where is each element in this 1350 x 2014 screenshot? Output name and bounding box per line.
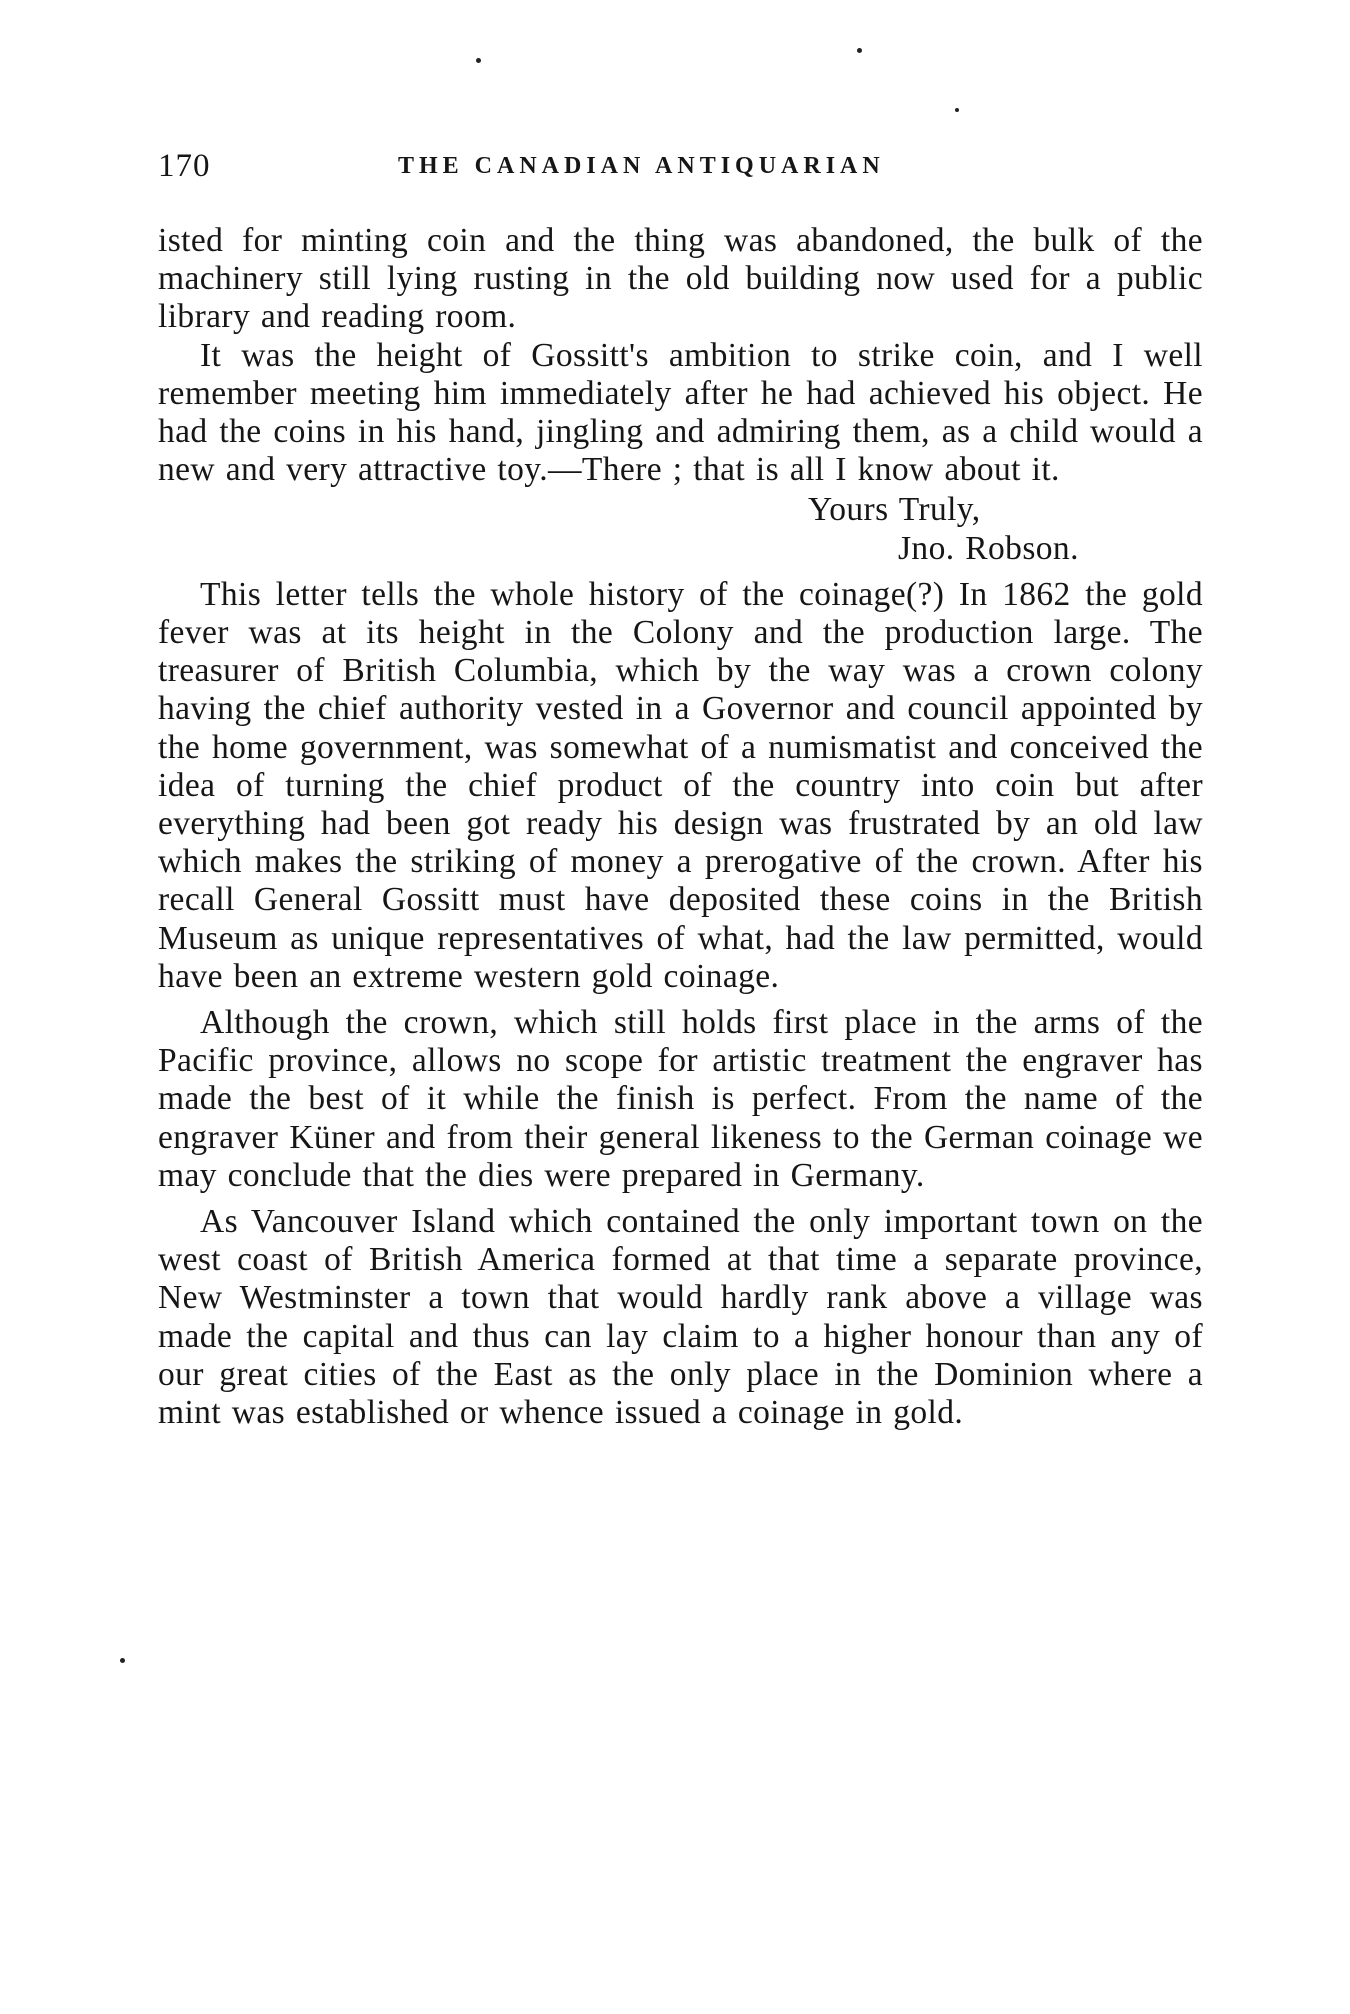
paragraph: As Vancouver Island which contained the only important town on the west coast of British America formed at that time a separate province, New Westminster a town that would hardly rank above a village was made the capital and thus can lay claim to a higher honour than any of our great cities of the East as the only place in the Dominion where a mint was established or whence issued a coinage in gold. (158, 1203, 1203, 1432)
page-number: 170 (158, 148, 211, 184)
scan-speck (120, 1658, 125, 1663)
paragraph: It was the height of Gossitt's ambition to strike coin, and I well remember meeting him immediately after he had achieved his object. He had the coins in his hand, jingling and admiring them, as a child would a new and very attractive toy.—There ; that is all I know about it. (158, 336, 1203, 489)
scan-speck (476, 58, 481, 63)
signoff-closing: Yours Truly, (808, 491, 981, 529)
signoff-name: Jno. Robson. (898, 529, 1079, 567)
scan-speck (955, 108, 959, 112)
paragraph: isted for minting coin and the thing was abandoned, the bulk of the machinery still lying rusting in the old building now used for a public library and reading room. (158, 222, 1203, 336)
body-text (158, 222, 1203, 1432)
scan-speck (857, 48, 862, 53)
running-head (158, 148, 1208, 194)
letter-signoff (158, 491, 1203, 567)
paragraph: Although the crown, which still holds first place in the arms of the Pacific province, allows no scope for artistic treatment the engraver has made the best of it while the finish is perfect. From the name of the engraver Küner and from their general likeness to the German coinage we may conclude that the dies were prepared in Germany. (158, 1004, 1203, 1194)
running-title: THE CANADIAN ANTIQUARIAN (398, 153, 885, 179)
paragraph: This letter tells the whole history of the coinage(?) In 1862 the gold fever was at its height in the Colony and the production large. The treasurer of British Columbia, which by the way was a crown colony having the chief authority vested in a Governor and council appointed by the home government, was somewhat of a numismatist and conceived the idea of turning the chief product of the country into coin but after everything had been got ready his design was frustrated by an old law which makes the striking of money a prerogative of the crown. After his recall General Gossitt must have deposited these coins in the British Museum as unique representatives of what, had the law permitted, would have been an extreme western gold coinage. (158, 575, 1203, 995)
